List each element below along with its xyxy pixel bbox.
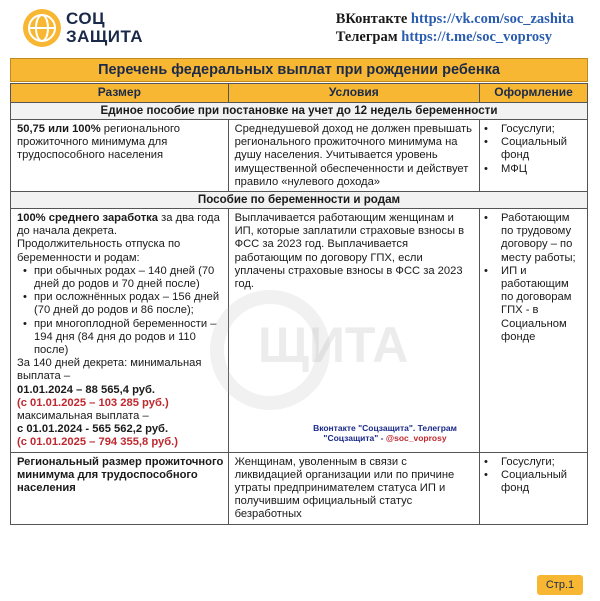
row2-min-label: За 140 дней декрета: минимальная выплата – (17, 357, 202, 383)
vk-label: ВКонтакте (335, 11, 408, 27)
page-number-badge: Стр.1 (537, 575, 583, 595)
row1-size-bold: 50,75 или 100% (17, 123, 101, 135)
row1-size-rest: регионального прожиточного минимума для трудоспособного населения (17, 123, 181, 162)
row2-duration-label: Продолжительность отпуска по беременности и родам: (17, 238, 181, 264)
table-row (11, 452, 588, 524)
vk-link[interactable]: https://vk.com/soc_zashita (410, 11, 574, 27)
list-item: • Работающим по трудовому договору – по месту работы; (484, 212, 584, 265)
row2-max-label: максимальная выплата – (17, 410, 149, 423)
row2-register (480, 209, 588, 453)
col-conditions-header: Условия (228, 84, 479, 103)
row2-size-rest: за два года до начала декрета. (17, 212, 220, 238)
row2-size (11, 209, 229, 453)
list-item: • Госуслуги; (484, 123, 584, 136)
payments-table (10, 83, 588, 525)
list-item: • Социальный фонд (484, 136, 584, 162)
contacts (336, 10, 574, 46)
watermark-text: ЩИТА (258, 317, 409, 373)
section-title-1: Единое пособие при постановке на учет до 12 недель беременности (11, 103, 588, 120)
row2-min-2025: (с 01.01.2025 – 103 285 руб.) (17, 396, 169, 409)
row1-size (11, 120, 229, 192)
col-register-header: Оформление (480, 84, 588, 103)
logo-globe-icon (22, 8, 62, 48)
row3-size: Региональный размер прожиточного минимума для трудоспособного населения (11, 452, 229, 524)
page-title: Перечень федеральных выплат при рождении ребенка (10, 58, 588, 82)
row2-min-2024: 01.01.2024 – 88 565,4 руб. (17, 383, 156, 396)
inline-note-line2a: "Соцзащита" - (323, 433, 386, 443)
logo-line1: СОЦ (66, 9, 105, 28)
tg-label: Телеграм (335, 29, 398, 45)
inline-note-line1: Вконтакте "Соцзащита". Телеграм (313, 423, 457, 433)
list-item: • ИП и работающим по договорам ГПХ - в Социальном фонде (484, 265, 584, 344)
list-item: • МФЦ (484, 163, 584, 176)
list-item: • при многоплодной беременности – 194 дня (84 дня до родов и 110 после) (21, 318, 224, 358)
list-item: • Социальный фонд (484, 469, 584, 495)
col-size-header: Размер (11, 84, 229, 103)
table-row (11, 209, 588, 453)
section-row-1 (11, 103, 588, 120)
logo-line2: ЗАЩИТА (66, 27, 144, 46)
list-item: • при обычных родах – 140 дней (70 дней до родов и 70 дней после) (21, 265, 224, 291)
section-row-2 (11, 192, 588, 209)
table-header-row (11, 84, 588, 103)
header (0, 0, 600, 56)
logo-text (66, 10, 143, 46)
row2-conditions: Выплачивается работающим женщинам и ИП, которые заплатили страховые взносы в ФСС за 2023 год. Выплачивается работающим по договору ГПХ, если уплачены страховые взносы в ФСС за 2023 год. (228, 209, 479, 453)
row1-conditions: Среднедушевой доход не должен превышать регионального прожиточного минимума на душу населения. Учитывается уровень имущественной обеспеченности и действует правило «нулевого дохода» (228, 120, 479, 192)
section-title-2: Пособие по беременности и родам (11, 192, 588, 209)
list-item: • при осложнённых родах – 156 дней (70 дней до родов и 86 после); (21, 291, 224, 317)
list-item: • Госуслуги; (484, 456, 584, 469)
row1-register (480, 120, 588, 192)
tg-link[interactable]: https://t.me/soc_voprosy (401, 29, 553, 45)
row2-size-bold: 100% среднего заработка (17, 212, 158, 225)
inline-contact-note (300, 423, 470, 443)
row3-conditions: Женщинам, уволенным в связи с ликвидацией организации или по причине утраты предпринимателем статуса ИП и получившим официальный статус безработных (228, 452, 479, 524)
row2-max-2025: (с 01.01.2025 – 794 355,8 руб.) (17, 436, 179, 449)
row3-register (480, 452, 588, 524)
row2-max-2024: с 01.01.2024 - 565 562,2 руб. (17, 423, 169, 436)
inline-note-line2b: @soc_voprosy (385, 433, 447, 443)
table-row (11, 120, 588, 192)
